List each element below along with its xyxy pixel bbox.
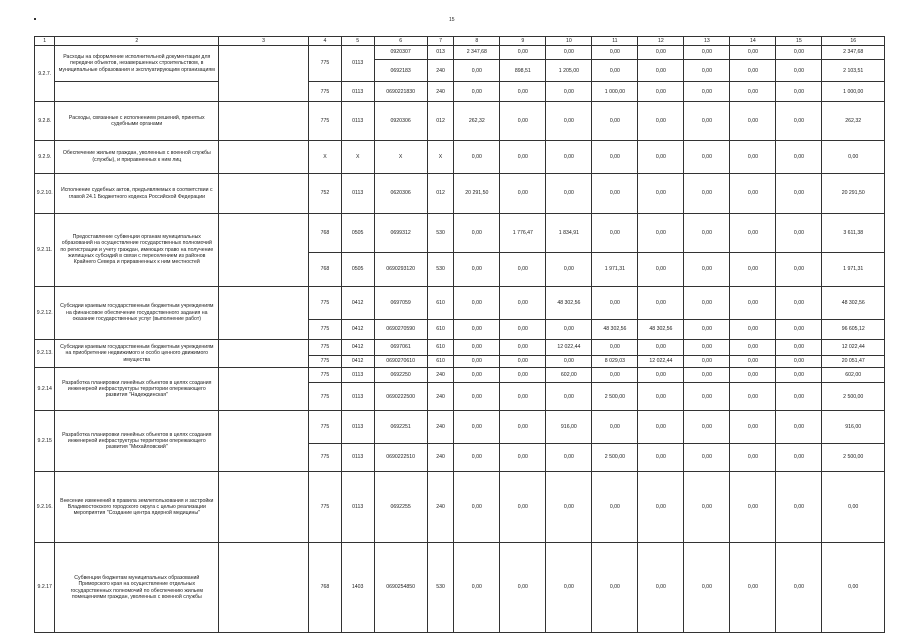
item-description: Разработка планировки линейных объектов в целях создания инженерной инфраструктуры территории опережающего развития "Надеждинская" xyxy=(55,368,219,411)
column-header: 8 xyxy=(454,37,500,46)
cell-c5: 0113 xyxy=(341,82,374,102)
item-number: 9.2.15 xyxy=(35,411,55,471)
cell-c12: 0,00 xyxy=(638,46,684,60)
cell-c8: 0,00 xyxy=(454,368,500,383)
cell-c8: 0,00 xyxy=(454,286,500,319)
column-header: 1 xyxy=(35,37,55,46)
cell-c11: 0,00 xyxy=(592,543,638,633)
cell-c10: 1 834,91 xyxy=(546,214,592,253)
cell-c14: 0,00 xyxy=(730,339,776,355)
item-description: Расходы, связанные с исполнением решений, принятых судебными органами xyxy=(55,102,219,140)
cell-c9: 0,00 xyxy=(500,383,546,411)
cell-c6: 0690254850 xyxy=(374,543,427,633)
cell-c4: 768 xyxy=(309,253,342,286)
cell-c6: 0692251 xyxy=(374,411,427,443)
item-number: 9.2.8. xyxy=(35,102,55,140)
cell-c6: 0692183 xyxy=(374,60,427,82)
table-row xyxy=(35,102,885,140)
cell-c9: 0,00 xyxy=(500,411,546,443)
item-description: Субсидии краевым государственным бюджетным учреждениям на приобретение недвижимого и особо ценного движимого имущества xyxy=(55,339,219,367)
cell-c8: 2 347,68 xyxy=(454,46,500,60)
cell-c6: 0697059 xyxy=(374,286,427,319)
column-3-cell xyxy=(219,46,309,102)
cell-c4: 775 xyxy=(309,411,342,443)
cell-c16: 1 971,31 xyxy=(822,253,885,286)
column-3-cell xyxy=(219,471,309,542)
item-description: Предоставление субвенции органам муниципальных образований на осуществление государственных полномочий по регистрации и учету граждан, имеющих право на получение жилищных субсидий в связи с переселением из районов Крайнего Севера и приравненных к ним местностей xyxy=(55,214,219,286)
cell-c12: 0,00 xyxy=(638,102,684,140)
cell-c6: 0692255 xyxy=(374,471,427,542)
cell-c9: 0,00 xyxy=(500,140,546,173)
cell-c11: 8 029,03 xyxy=(592,356,638,368)
cell-c15: 0,00 xyxy=(776,102,822,140)
cell-c12: 0,00 xyxy=(638,383,684,411)
cell-c14: 0,00 xyxy=(730,60,776,82)
cell-c11: 0,00 xyxy=(592,411,638,443)
cell-c7: 610 xyxy=(427,339,454,355)
cell-c16: 2 347,68 xyxy=(822,46,885,60)
cell-c12: 0,00 xyxy=(638,368,684,383)
cell-c4: 775 xyxy=(309,319,342,339)
cell-c12: 48 302,56 xyxy=(638,319,684,339)
cell-c12: 0,00 xyxy=(638,411,684,443)
cell-c9: 0,00 xyxy=(500,102,546,140)
cell-c6: 0690293120 xyxy=(374,253,427,286)
cell-c14: 0,00 xyxy=(730,214,776,253)
cell-c5: 0412 xyxy=(341,286,374,319)
cell-c16: 602,00 xyxy=(822,368,885,383)
cell-c15: 0,00 xyxy=(776,319,822,339)
cell-c15: 0,00 xyxy=(776,471,822,542)
cell-c14: 0,00 xyxy=(730,383,776,411)
column-header: 13 xyxy=(684,37,730,46)
cell-c11: 2 500,00 xyxy=(592,383,638,411)
cell-c9: 0,00 xyxy=(500,319,546,339)
cell-c14: 0,00 xyxy=(730,543,776,633)
cell-c5: 0412 xyxy=(341,319,374,339)
cell-c5: 0113 xyxy=(341,471,374,542)
cell-c7: 240 xyxy=(427,443,454,471)
cell-c14: 0,00 xyxy=(730,443,776,471)
column-header: 6 xyxy=(374,37,427,46)
cell-c14: 0,00 xyxy=(730,173,776,213)
column-3-cell xyxy=(219,543,309,633)
cell-c4: X xyxy=(309,140,342,173)
cell-c13: 0,00 xyxy=(684,60,730,82)
column-header: 2 xyxy=(55,37,219,46)
cell-c13: 0,00 xyxy=(684,319,730,339)
cell-c5: 0113 xyxy=(341,368,374,383)
cell-c11: 0,00 xyxy=(592,286,638,319)
cell-c9: 898,51 xyxy=(500,60,546,82)
table-row xyxy=(35,82,885,102)
cell-c10: 12 022,44 xyxy=(546,339,592,355)
cell-c6: 0690270610 xyxy=(374,356,427,368)
cell-c13: 0,00 xyxy=(684,339,730,355)
cell-c15: 0,00 xyxy=(776,339,822,355)
cell-c6: 0690270590 xyxy=(374,319,427,339)
cell-c16: 0,00 xyxy=(822,543,885,633)
item-description: Обеспечение жильем граждан, уволенных с военной службы (службы), и приравненных к ним лиц xyxy=(55,140,219,173)
cell-c9: 0,00 xyxy=(500,471,546,542)
cell-c5: 0412 xyxy=(341,339,374,355)
cell-c6: 0920307 xyxy=(374,46,427,60)
cell-c8: 0,00 xyxy=(454,140,500,173)
cell-c10: 0,00 xyxy=(546,471,592,542)
cell-c6: 0620306 xyxy=(374,173,427,213)
table-row xyxy=(35,286,885,319)
cell-c13: 0,00 xyxy=(684,286,730,319)
cell-c8: 0,00 xyxy=(454,383,500,411)
cell-c9: 0,00 xyxy=(500,82,546,102)
cell-c7: 530 xyxy=(427,253,454,286)
cell-c15: 0,00 xyxy=(776,356,822,368)
cell-c6: 0920306 xyxy=(374,102,427,140)
cell-c16: 262,32 xyxy=(822,102,885,140)
cell-c16: 20 291,50 xyxy=(822,173,885,213)
cell-c11: 2 500,00 xyxy=(592,443,638,471)
cell-c5: 0113 xyxy=(341,46,374,82)
cell-c10: 0,00 xyxy=(546,82,592,102)
cell-c7: 240 xyxy=(427,411,454,443)
cell-c16: 2 103,51 xyxy=(822,60,885,82)
cell-c4: 775 xyxy=(309,102,342,140)
cell-c7: 240 xyxy=(427,471,454,542)
cell-c5: 0113 xyxy=(341,383,374,411)
cell-c12: 0,00 xyxy=(638,253,684,286)
cell-c8: 0,00 xyxy=(454,82,500,102)
cell-c8: 0,00 xyxy=(454,253,500,286)
cell-c11: 0,00 xyxy=(592,140,638,173)
cell-c4: 768 xyxy=(309,214,342,253)
item-description: Внесение изменений в правила землепользования и застройки Владивостокского городского округа с целью реализации мероприятия "Создание центра ядерной медицины" xyxy=(55,471,219,542)
cell-c13: 0,00 xyxy=(684,46,730,60)
item-description: Субсидии краевым государственным бюджетным учреждениям на финансовое обеспечение государственного задания на оказание государственных услуг (выполнение работ) xyxy=(55,286,219,339)
cell-c4: 775 xyxy=(309,383,342,411)
cell-c8: 0,00 xyxy=(454,443,500,471)
cell-c10: 0,00 xyxy=(546,383,592,411)
cell-c4: 775 xyxy=(309,471,342,542)
cell-c12: 0,00 xyxy=(638,471,684,542)
cell-c15: 0,00 xyxy=(776,46,822,60)
column-header: 5 xyxy=(341,37,374,46)
item-number: 9.2.10. xyxy=(35,173,55,213)
cell-c8: 0,00 xyxy=(454,339,500,355)
cell-c16: 2 500,00 xyxy=(822,443,885,471)
cell-c16: 2 500,00 xyxy=(822,383,885,411)
cell-c14: 0,00 xyxy=(730,102,776,140)
cell-c5: 0505 xyxy=(341,253,374,286)
column-header: 3 xyxy=(219,37,309,46)
cell-c11: 48 302,56 xyxy=(592,319,638,339)
column-3-cell xyxy=(219,411,309,471)
item-number: 9.2.14 xyxy=(35,368,55,411)
cell-c11: 0,00 xyxy=(592,173,638,213)
cell-c16: 0,00 xyxy=(822,140,885,173)
cell-c16: 0,00 xyxy=(822,471,885,542)
item-number: 9.2.12. xyxy=(35,286,55,339)
cell-c5: X xyxy=(341,140,374,173)
cell-c4: 775 xyxy=(309,368,342,383)
cell-c6: 0699312 xyxy=(374,214,427,253)
page-number: 15 xyxy=(449,17,455,23)
cell-c4: 752 xyxy=(309,173,342,213)
cell-c10: 0,00 xyxy=(546,46,592,60)
cell-c14: 0,00 xyxy=(730,140,776,173)
cell-c10: 916,00 xyxy=(546,411,592,443)
cell-c6: 0692250 xyxy=(374,368,427,383)
cell-c10: 602,00 xyxy=(546,368,592,383)
cell-c13: 0,00 xyxy=(684,383,730,411)
item-number: 9.2.17 xyxy=(35,543,55,633)
cell-c16: 3 611,38 xyxy=(822,214,885,253)
cell-c10: 48 302,56 xyxy=(546,286,592,319)
cell-c14: 0,00 xyxy=(730,356,776,368)
cell-c11: 0,00 xyxy=(592,214,638,253)
cell-c4: 775 xyxy=(309,82,342,102)
cell-c15: 0,00 xyxy=(776,140,822,173)
cell-c14: 0,00 xyxy=(730,253,776,286)
column-header: 16 xyxy=(822,37,885,46)
item-description-continued xyxy=(55,82,219,102)
cell-c10: 0,00 xyxy=(546,140,592,173)
column-3-cell xyxy=(219,214,309,286)
cell-c12: 0,00 xyxy=(638,214,684,253)
column-header: 11 xyxy=(592,37,638,46)
cell-c13: 0,00 xyxy=(684,411,730,443)
cell-c7: 530 xyxy=(427,214,454,253)
cell-c14: 0,00 xyxy=(730,368,776,383)
cell-c14: 0,00 xyxy=(730,319,776,339)
cell-c12: 0,00 xyxy=(638,173,684,213)
cell-c12: 0,00 xyxy=(638,339,684,355)
table-row xyxy=(35,471,885,542)
cell-c9: 0,00 xyxy=(500,46,546,60)
cell-c6: 0690222500 xyxy=(374,383,427,411)
cell-c7: 012 xyxy=(427,102,454,140)
item-number: 9.2.9. xyxy=(35,140,55,173)
cell-c9: 0,00 xyxy=(500,339,546,355)
cell-c12: 0,00 xyxy=(638,82,684,102)
column-header: 12 xyxy=(638,37,684,46)
cell-c13: 0,00 xyxy=(684,82,730,102)
cell-c10: 0,00 xyxy=(546,173,592,213)
cell-c11: 1 000,00 xyxy=(592,82,638,102)
item-number: 9.2.7. xyxy=(35,46,55,102)
cell-c5: 0113 xyxy=(341,102,374,140)
cell-c7: 240 xyxy=(427,383,454,411)
cell-c8: 0,00 xyxy=(454,471,500,542)
cell-c12: 0,00 xyxy=(638,60,684,82)
cell-c7: 013 xyxy=(427,46,454,60)
column-3-cell xyxy=(219,339,309,367)
cell-c9: 0,00 xyxy=(500,368,546,383)
cell-c15: 0,00 xyxy=(776,60,822,82)
item-description: Исполнение судебных актов, предъявляемых в соответствии с главой 24.1 Бюджетного кодекса Российской Федерации xyxy=(55,173,219,213)
cell-c16: 1 000,00 xyxy=(822,82,885,102)
cell-c10: 0,00 xyxy=(546,443,592,471)
cell-c14: 0,00 xyxy=(730,46,776,60)
cell-c9: 0,00 xyxy=(500,443,546,471)
cell-c10: 1 205,00 xyxy=(546,60,592,82)
cell-c16: 48 302,56 xyxy=(822,286,885,319)
cell-c6: X xyxy=(374,140,427,173)
item-description: Разработка планировки линейных объектов в целях создания инженерной инфраструктуры территории опережающего развития "Михайловский" xyxy=(55,411,219,471)
column-header: 4 xyxy=(309,37,342,46)
cell-c15: 0,00 xyxy=(776,368,822,383)
cell-c7: X xyxy=(427,140,454,173)
cell-c15: 0,00 xyxy=(776,411,822,443)
cell-c7: 610 xyxy=(427,319,454,339)
cell-c13: 0,00 xyxy=(684,368,730,383)
cell-c15: 0,00 xyxy=(776,173,822,213)
cell-c12: 0,00 xyxy=(638,286,684,319)
cell-c11: 0,00 xyxy=(592,102,638,140)
cell-c5: 0505 xyxy=(341,214,374,253)
cell-c15: 0,00 xyxy=(776,543,822,633)
table-row xyxy=(35,368,885,383)
cell-c10: 0,00 xyxy=(546,356,592,368)
cell-c13: 0,00 xyxy=(684,253,730,286)
item-number: 9.2.16. xyxy=(35,471,55,542)
page-mark xyxy=(34,18,36,20)
cell-c7: 610 xyxy=(427,286,454,319)
cell-c16: 20 051,47 xyxy=(822,356,885,368)
column-3-cell xyxy=(219,173,309,213)
cell-c8: 0,00 xyxy=(454,214,500,253)
cell-c12: 12 022,44 xyxy=(638,356,684,368)
cell-c4: 768 xyxy=(309,543,342,633)
cell-c7: 240 xyxy=(427,368,454,383)
cell-c5: 0113 xyxy=(341,443,374,471)
item-number: 9.2.13. xyxy=(35,339,55,367)
cell-c15: 0,00 xyxy=(776,214,822,253)
cell-c6: 0690222510 xyxy=(374,443,427,471)
cell-c6: 0697061 xyxy=(374,339,427,355)
cell-c8: 262,32 xyxy=(454,102,500,140)
table-row xyxy=(35,46,885,60)
column-header: 15 xyxy=(776,37,822,46)
cell-c12: 0,00 xyxy=(638,543,684,633)
cell-c9: 0,00 xyxy=(500,543,546,633)
table-row xyxy=(35,214,885,253)
cell-c4: 775 xyxy=(309,286,342,319)
table-row xyxy=(35,140,885,173)
cell-c11: 0,00 xyxy=(592,60,638,82)
cell-c15: 0,00 xyxy=(776,443,822,471)
header-row xyxy=(35,37,885,46)
cell-c13: 0,00 xyxy=(684,471,730,542)
cell-c9: 0,00 xyxy=(500,173,546,213)
cell-c10: 0,00 xyxy=(546,102,592,140)
item-description: Субвенции бюджетам муниципальных образований Приморского края на осуществление отдельных государственных полномочий по обеспечению жильем помещениями граждан, уволенных с военной службы xyxy=(55,543,219,633)
column-header: 10 xyxy=(546,37,592,46)
cell-c5: 0113 xyxy=(341,411,374,443)
cell-c15: 0,00 xyxy=(776,383,822,411)
column-header: 14 xyxy=(730,37,776,46)
cell-c4: 775 xyxy=(309,356,342,368)
cell-c7: 240 xyxy=(427,82,454,102)
cell-c4: 775 xyxy=(309,46,342,82)
cell-c11: 0,00 xyxy=(592,46,638,60)
table-row xyxy=(35,339,885,355)
cell-c15: 0,00 xyxy=(776,253,822,286)
cell-c5: 1403 xyxy=(341,543,374,633)
cell-c10: 0,00 xyxy=(546,253,592,286)
cell-c16: 12 022,44 xyxy=(822,339,885,355)
cell-c13: 0,00 xyxy=(684,173,730,213)
cell-c12: 0,00 xyxy=(638,140,684,173)
cell-c10: 0,00 xyxy=(546,319,592,339)
cell-c13: 0,00 xyxy=(684,356,730,368)
cell-c8: 0,00 xyxy=(454,60,500,82)
cell-c9: 1 776,47 xyxy=(500,214,546,253)
cell-c8: 20 291,50 xyxy=(454,173,500,213)
cell-c11: 0,00 xyxy=(592,471,638,542)
cell-c15: 0,00 xyxy=(776,82,822,102)
cell-c15: 0,00 xyxy=(776,286,822,319)
budget-table xyxy=(34,36,885,633)
column-3-cell xyxy=(219,140,309,173)
cell-c9: 0,00 xyxy=(500,356,546,368)
cell-c16: 96 605,12 xyxy=(822,319,885,339)
column-header: 7 xyxy=(427,37,454,46)
cell-c13: 0,00 xyxy=(684,443,730,471)
column-3-cell xyxy=(219,368,309,411)
cell-c4: 775 xyxy=(309,339,342,355)
cell-c6: 0690221830 xyxy=(374,82,427,102)
table-row xyxy=(35,411,885,443)
cell-c11: 0,00 xyxy=(592,339,638,355)
cell-c12: 0,00 xyxy=(638,443,684,471)
item-description: Расходы на оформление исполнительной документации для передачи объектов, незавершенных строительством, в муниципальные образования и эксплуатирующим организациям xyxy=(55,46,219,82)
cell-c8: 0,00 xyxy=(454,543,500,633)
table-row xyxy=(35,173,885,213)
column-3-cell xyxy=(219,286,309,339)
cell-c14: 0,00 xyxy=(730,82,776,102)
cell-c14: 0,00 xyxy=(730,411,776,443)
cell-c8: 0,00 xyxy=(454,356,500,368)
cell-c8: 0,00 xyxy=(454,319,500,339)
cell-c7: 530 xyxy=(427,543,454,633)
cell-c14: 0,00 xyxy=(730,471,776,542)
cell-c9: 0,00 xyxy=(500,253,546,286)
cell-c5: 0113 xyxy=(341,173,374,213)
cell-c13: 0,00 xyxy=(684,140,730,173)
item-number: 9.2.11. xyxy=(35,214,55,286)
cell-c16: 916,00 xyxy=(822,411,885,443)
cell-c13: 0,00 xyxy=(684,214,730,253)
cell-c8: 0,00 xyxy=(454,411,500,443)
cell-c13: 0,00 xyxy=(684,102,730,140)
cell-c13: 0,00 xyxy=(684,543,730,633)
table-row xyxy=(35,543,885,633)
cell-c5: 0412 xyxy=(341,356,374,368)
cell-c10: 0,00 xyxy=(546,543,592,633)
cell-c7: 240 xyxy=(427,60,454,82)
cell-c9: 0,00 xyxy=(500,286,546,319)
cell-c14: 0,00 xyxy=(730,286,776,319)
cell-c7: 610 xyxy=(427,356,454,368)
cell-c7: 012 xyxy=(427,173,454,213)
column-3-cell xyxy=(219,102,309,140)
cell-c4: 775 xyxy=(309,443,342,471)
cell-c11: 1 971,31 xyxy=(592,253,638,286)
cell-c11: 0,00 xyxy=(592,368,638,383)
column-header: 9 xyxy=(500,37,546,46)
